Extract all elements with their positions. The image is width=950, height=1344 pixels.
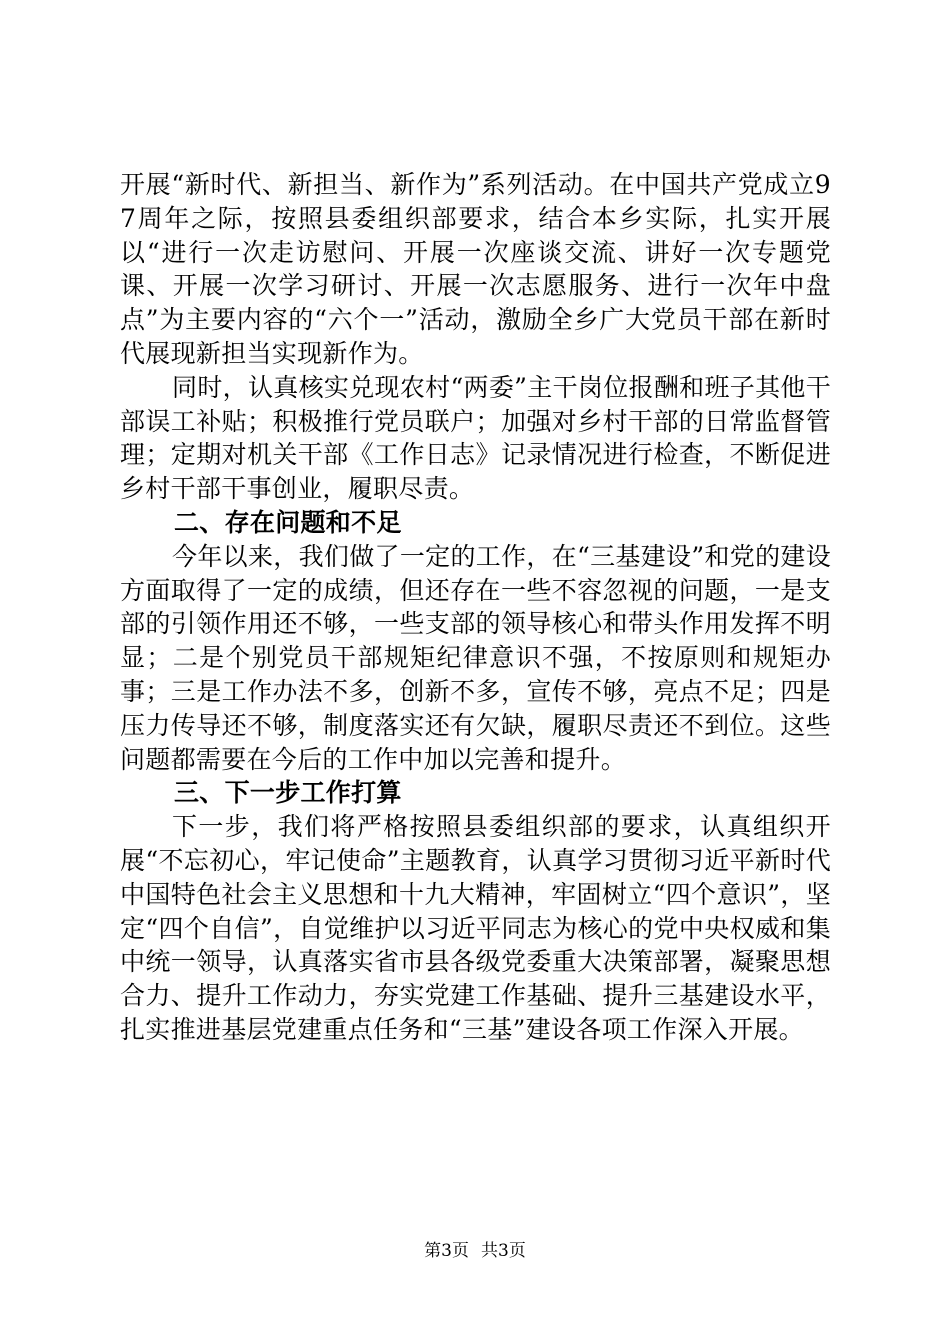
- document-body: [120, 168, 831, 1047]
- paragraph-problems: 今年以来，我们做了一定的工作，在“三基建设”和党的建设方面取得了一定的成绩，但还存在一些不容忽视的问题，一是支部的引领作用还不够，一些支部的领导核心和带头作用发挥不明显；二是个别党员干部规矩纪律意识不强，不按原则和规矩办事；三是工作办法不多，创新不多，宣传不够，亮点不足；四是压力传导还不够，制度落实还有欠缺，履职尽责还不到位。这些问题都需要在今后的工作中加以完善和提升。: [120, 541, 831, 774]
- paragraph-next-steps: 下一步，我们将严格按照县委组织部的要求，认真组织开展“不忘初心，牢记使命”主题教育，认真学习贯彻习近平新时代中国特色社会主义思想和十九大精神，牢固树立“四个意识”，坚定“四个自信”，自觉维护以习近平同志为核心的党中央权威和集中统一领导，认真落实省市县各级党委重大决策部署，凝聚思想合力、提升工作动力，夯实党建工作基础、提升三基建设水平，扎实推进基层党建重点任务和“三基”建设各项工作深入开展。: [120, 812, 831, 1044]
- page-number: 第3页: [424, 1241, 469, 1261]
- paragraph-activities: 开展“新时代、新担当、新作为”系列活动。在中国共产党成立97周年之际，按照县委组织部要求，结合本乡实际，扎实开展以“进行一次走访慰问、开展一次座谈交流、讲好一次专题党课、开展一次学习研讨、开展一次志愿服务、进行一次年中盘点”为主要内容的“六个一”活动，激励全乡广大党员干部在新时代展现新担当实现新作为。: [120, 170, 831, 368]
- page-total: 共3页: [481, 1241, 526, 1261]
- page-footer: [0, 1240, 950, 1262]
- heading-next-steps: 三、下一步工作打算: [174, 778, 402, 808]
- paragraph-supervision: 同时，认真核实兑现农村“两委”主干岗位报酬和班子其他干部误工补贴；积极推行党员联户；加强对乡村干部的日常监督管理；定期对机关干部《工作日志》记录情况进行检查，不断促进乡村干部干事创业，履职尽责。: [120, 372, 831, 504]
- heading-problems: 二、存在问题和不足: [174, 507, 402, 537]
